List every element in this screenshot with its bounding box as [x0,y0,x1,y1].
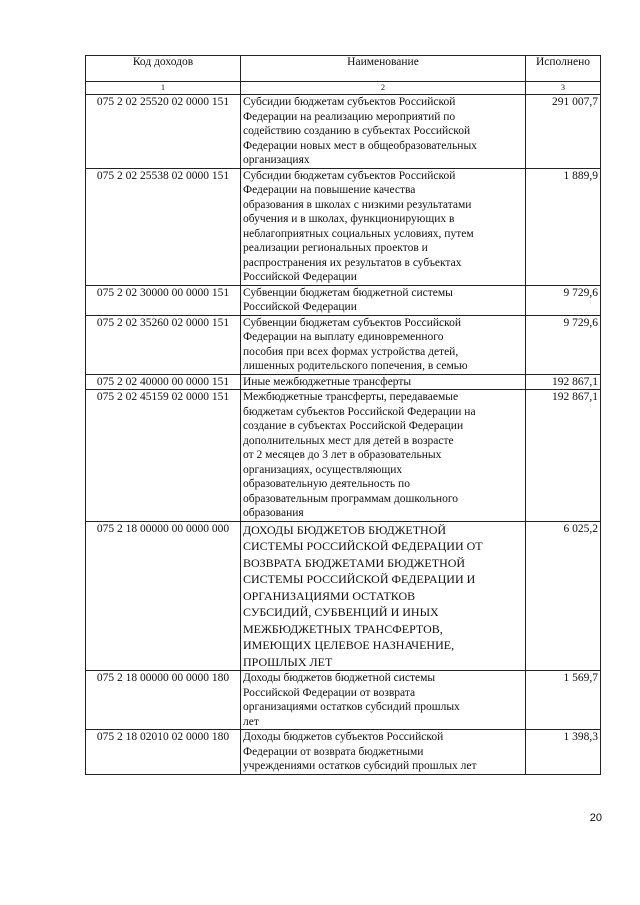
column-number: 2 [241,82,526,95]
revenue-name-line: Российской Федерации [243,301,357,313]
table-row [86,95,601,169]
header-executed: Исполнено [526,56,601,82]
revenue-name-line: СИСТЕМЫ РОССИЙСКОЙ ФЕДЕРАЦИИ ОТ [243,539,483,553]
header-code: Код доходов [86,56,241,82]
revenue-name-line: МЕЖБЮДЖЕТНЫХ ТРАНСФЕРТОВ, [243,621,443,636]
revenue-name-cell [241,315,526,374]
revenue-name-line: Доходы бюджетов субъектов Российской [243,731,444,743]
executed-amount-cell: 9 729,6 [526,285,601,315]
revenue-code-cell: 075 2 18 02010 02 0000 180 [86,730,241,775]
revenue-name-line: дополнительных мест для детей в возрасте [243,434,454,447]
revenue-name-line: учреждениями остатков субсидий прошлых лет [243,760,477,772]
revenue-name-line: Субсидии бюджетам субъектов Российской [243,96,456,108]
revenue-name-line: Субвенции бюджетам бюджетной системы [243,286,453,299]
revenue-name-line: Федерации на повышение качества [243,184,416,196]
header-name: Наименование [241,56,526,82]
revenue-code-cell: 075 2 02 45159 02 0000 151 [86,390,241,522]
revenue-name-line: лет [243,715,259,728]
table-row [86,285,601,315]
revenue-name-line: ОРГАНИЗАЦИЯМИ ОСТАТКОВ [243,588,416,603]
table-row [86,730,601,775]
revenue-name-line: Российской Федерации [243,271,357,283]
executed-amount-cell: 291 007,7 [526,95,601,169]
revenue-name-line: образовательным программам дошкольного [243,492,458,505]
revenue-code-cell: 075 2 18 00000 00 0000 180 [86,671,241,730]
revenue-name-line: Федерации на выплату единовременного [243,331,444,343]
revenue-name-line: Межбюджетные трансферты, передаваемые [243,391,459,403]
revenue-name-cell [241,390,526,522]
revenue-name-line: СИСТЕМЫ РОССИЙСКОЙ ФЕДЕРАЦИИ И [243,572,476,586]
revenue-name-line: Доходы бюджетов бюджетной системы [243,672,436,684]
revenue-name-line: бюджетам субъектов Российской Федерации на [243,405,476,418]
revenue-table [85,55,601,775]
revenue-name-line: образовательную деятельность по [243,478,410,490]
table-header-row [86,56,601,82]
revenue-name-line: Федерации от возврата бюджетными [243,745,424,758]
revenue-name-line: от 2 месяцев до 3 лет в образовательных [243,449,442,461]
revenue-name-cell [241,730,526,775]
table-row [86,671,601,730]
table-row [86,521,601,671]
revenue-code-cell: 075 2 02 25538 02 0000 151 [86,168,241,285]
revenue-name-line: неблагоприятных социальных условиях, путем [243,227,474,240]
revenue-name-line: ИМЕЮЩИХ ЦЕЛЕВОЕ НАЗНАЧЕНИЕ, [243,638,455,652]
revenue-name-line: Федерации на реализацию мероприятий по [243,110,456,123]
executed-amount-cell: 1 398,3 [526,730,601,775]
revenue-name-line: образования [243,507,304,519]
revenue-name-line: Субсидии бюджетам субъектов Российской [243,169,456,182]
revenue-name-line: организациями остатков субсидий прошлых [243,701,460,713]
column-number: 3 [526,82,601,95]
revenue-name-cell [241,285,526,315]
revenue-name-cell [241,374,526,390]
revenue-code-cell: 075 2 02 35260 02 0000 151 [86,315,241,374]
revenue-name-cell [241,95,526,169]
revenue-name-line: Федерации новых мест в общеобразовательных [243,139,477,152]
revenue-name-line: пособия при всех формах устройства детей, [243,345,459,358]
revenue-name-line: создание в субъектах Российской Федерации [243,420,464,432]
revenue-name-cell [241,521,526,671]
executed-amount-cell: 9 729,6 [526,315,601,374]
revenue-name-line: реализации региональных проектов и [243,242,428,254]
revenue-name-cell [241,671,526,730]
executed-amount-cell: 6 025,2 [526,521,601,671]
table-body [86,95,601,775]
revenue-name-cell [241,168,526,285]
revenue-name-line: Российской Федерации от возврата [243,686,416,699]
page-number: 20 [589,812,602,824]
revenue-name-line: Субвенции бюджетам субъектов Российской [243,316,462,329]
revenue-code-cell: 075 2 18 00000 00 0000 000 [86,521,241,671]
revenue-name-line: ДОХОДЫ БЮДЖЕТОВ БЮДЖЕТНОЙ [243,522,447,537]
revenue-name-line: обучения и в школах, функционирующих в [243,213,455,225]
executed-amount-cell: 192 867,1 [526,374,601,390]
revenue-name-line: организациях, осуществляющих [243,463,403,476]
revenue-name-line: ПРОШЛЫХ ЛЕТ [243,654,333,669]
revenue-name-line: Иные межбюджетные трансферты [243,375,412,388]
revenue-name-line: организациях [243,154,310,166]
revenue-name-line: содействию созданию в субъектах Российской [243,125,471,137]
revenue-code-cell: 075 2 02 25520 02 0000 151 [86,95,241,169]
revenue-code-cell: 075 2 02 40000 00 0000 151 [86,374,241,390]
table-row [86,315,601,374]
table-row [86,390,601,522]
revenue-name-line: образования в школах с низкими результатами [243,198,472,211]
revenue-code-cell: 075 2 02 30000 00 0000 151 [86,285,241,315]
executed-amount-cell: 1 889,9 [526,168,601,285]
executed-amount-cell: 1 569,7 [526,671,601,730]
executed-amount-cell: 192 867,1 [526,390,601,522]
table-row [86,374,601,390]
revenue-name-line: СУБСИДИЙ, СУБВЕНЦИЙ И ИНЫХ [243,605,439,619]
revenue-name-line: ВОЗВРАТА БЮДЖЕТАМИ БЮДЖЕТНОЙ [243,555,466,570]
revenue-name-line: лишенных родительского попечения, в семью [243,360,468,372]
table-row [86,168,601,285]
column-number-row [86,82,601,95]
revenue-name-line: распространения их результатов в субъектах [243,256,462,269]
column-number: 1 [86,82,241,95]
